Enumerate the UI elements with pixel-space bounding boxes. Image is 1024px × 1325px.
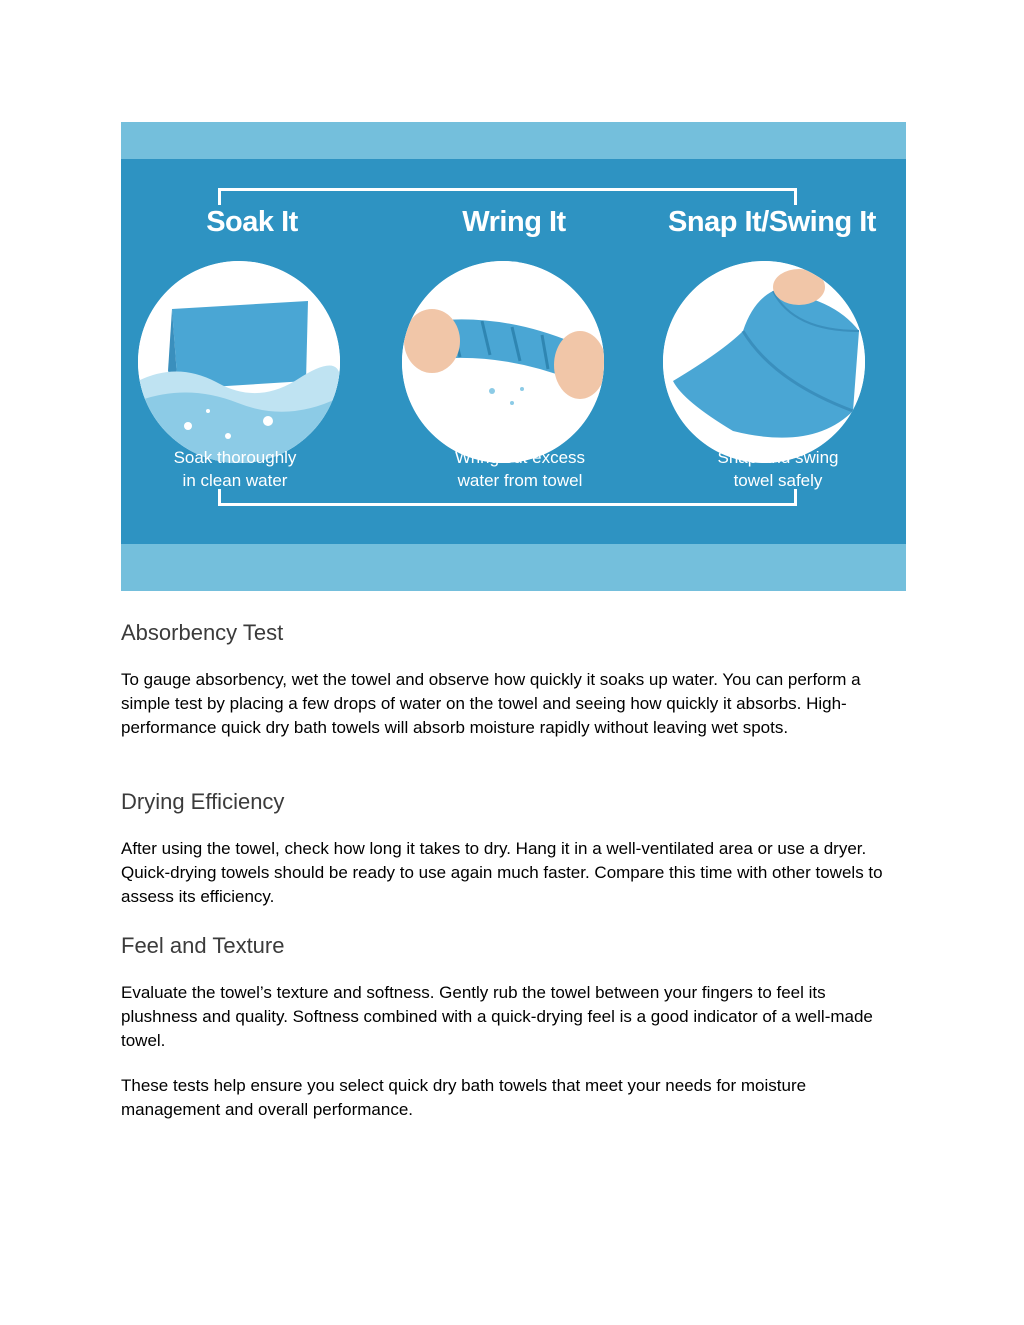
step-snap [644, 159, 906, 544]
hands-wringing-towel-image [402, 261, 604, 463]
caption-line: Snap and swing [717, 448, 839, 467]
step-title: Snap It/Swing It [668, 206, 876, 238]
step-caption [647, 446, 906, 492]
hand-snapping-towel-image [663, 261, 865, 463]
section-paragraph-texture: Evaluate the towel’s texture and softness. Gently rub the towel between your fingers to feel its plushness and quality. Softness combined with a quick-drying feel is a good indicator of a well-made towel. [121, 983, 873, 1050]
caption-line: water from towel [457, 471, 583, 490]
section-paragraph-drying: After using the towel, check how long it takes to dry. Hang it in a well-ventilated area or use a dryer. Quick-drying towels should be ready to use again much faster. Compare this time with other towels to assess its efficiency. [121, 839, 883, 906]
section-heading-texture: Feel and Texture [121, 933, 285, 958]
step-title: Soak It [206, 206, 298, 238]
closing-paragraph: These tests help ensure you select quick dry bath towels that meet your needs for moisture management and overall performance. [121, 1076, 807, 1119]
step-title: Wring It [462, 206, 566, 238]
towel-soaking-in-water-image [138, 261, 340, 463]
section-paragraph-absorbency: To gauge absorbency, wet the towel and observe how quickly it soaks up water. You can perform a simple test by placing a few drops of water on the towel and seeing how quickly it absorbs. High-performance quick dry bath towels will absorb moisture rapidly without leaving wet spots. [121, 670, 861, 737]
section-heading-absorbency: Absorbency Test [121, 620, 284, 645]
infographic-panel [121, 159, 906, 544]
section-heading-drying: Drying Efficiency [121, 789, 285, 814]
step-caption [389, 446, 651, 492]
caption-line: in clean water [182, 471, 288, 490]
step-caption [121, 446, 366, 492]
step-soak [121, 159, 383, 544]
caption-line: Soak thoroughly [173, 448, 297, 467]
caption-line: towel safely [733, 471, 823, 490]
towel-test-infographic [121, 122, 906, 591]
caption-line: Wring out excess [454, 448, 586, 467]
step-wring [383, 159, 645, 544]
